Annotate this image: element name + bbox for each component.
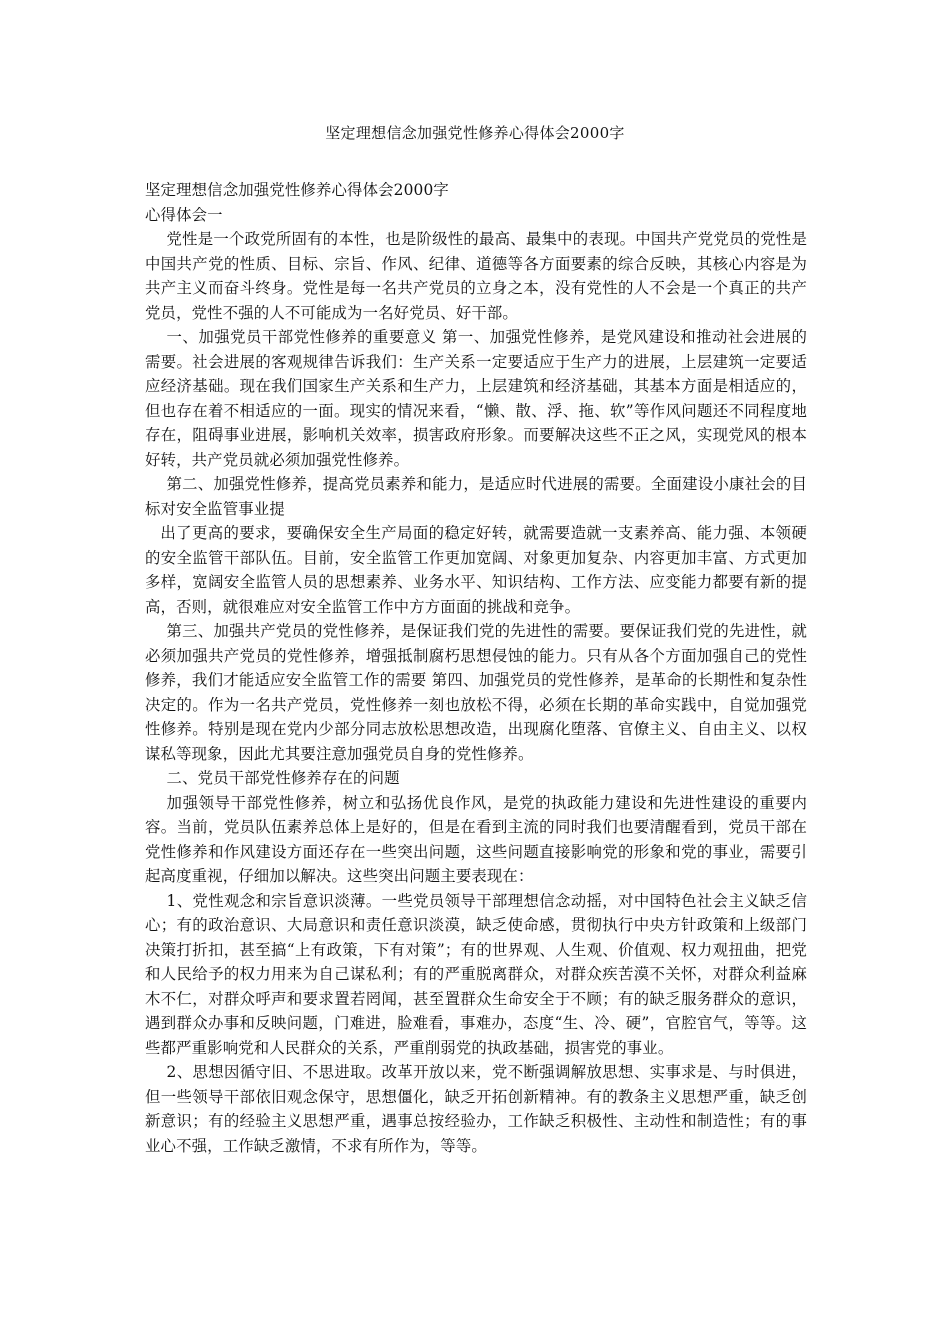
- document-title: 坚定理想信念加强党性修养心得体会2000字: [325, 124, 625, 142]
- paragraph: 党性是一个政党所固有的本性，也是阶级性的最高、最集中的表现。中国共产党党员的党性是中国共产党的性质、目标、宗旨、作风、纪律、道德等各方面要素的综合反映，其核心内容是为共产主义而奋斗终身。党性是每一名共产党员的立身之本，没有党性的人不会是一个真正的共产党员，党性不强的人不可能成为一名好党员、好干部。: [145, 230, 807, 322]
- paragraph: 一、加强党员干部党性修养的重要意义 第一、加强党性修养，是党风建设和推动社会进展的需要。社会进展的客观规律告诉我们：生产关系一定要适应于生产力的进展，上层建筑一定要适应经济基础。现在我们国家生产关系和生产力，上层建筑和经济基础，其基本方面是相适应的，但也存在着不相适应的一面。现实的情况来看，“懒、散、浮、拖、软”等作风问题还不同程度地存在，阻碍事业进展，影响机关效率，损害政府形象。而要解决这些不正之风，实现党风的根本好转，共产党员就必须加强党性修养。: [145, 328, 807, 469]
- paragraph: 出了更高的要求，要确保安全生产局面的稳定好转，就需要造就一支素养高、能力强、本领硬的安全监管干部队伍。目前，安全监管工作更加宽阔、对象更加复杂、内容更加丰富、方式更加多样，宽阔安全监管人员的思想素养、业务水平、知识结构、工作方法、应变能力都要有新的提高，否则，就很难应对安全监管工作中方方面面的挑战和竞争。: [145, 524, 807, 616]
- document-body: [145, 178, 807, 1158]
- paragraph: 第二、加强党性修养，提高党员素养和能力，是适应时代进展的需要。全面建设小康社会的目标对安全监管事业提: [145, 475, 807, 518]
- section-label: 心得体会一: [145, 205, 223, 224]
- document-subtitle: 坚定理想信念加强党性修养心得体会2000字: [145, 181, 449, 199]
- paragraph: 2、思想因循守旧、不思进取。改革开放以来，党不断强调解放思想、实事求是、与时俱进，但一些领导干部依旧观念保守，思想僵化，缺乏开拓创新精神。有的教条主义思想严重，缺乏创新意识；有的经验主义思想严重，遇事总按经验办，工作缺乏积极性、主动性和制造性；有的事业心不强，工作缺乏激情，不求有所作为，等等。: [145, 1063, 807, 1155]
- paragraph: 加强领导干部党性修养，树立和弘扬优良作风，是党的执政能力建设和先进性建设的重要内容。当前，党员队伍素养总体上是好的，但是在看到主流的同时我们也要清醒看到，党员干部在党性修养和作风建设方面还存在一些突出问题，这些问题直接影响党的形象和党的事业，需要引起高度重视，仔细加以解决。这些突出问题主要表现在：: [145, 793, 807, 885]
- paragraph: 第三、加强共产党员的党性修养，是保证我们党的先进性的需要。要保证我们党的先进性，就必须加强共产党员的党性修养，增强抵制腐朽思想侵蚀的能力。只有从各个方面加强自己的党性修养，我们才能适应安全监管工作的需要 第四、加强党员的党性修养，是革命的长期性和复杂性决定的。作为一名共产党员，党性修养一刻也放松不得，必须在长期的革命实践中，自觉加强党性修养。特别是现在党内少部分同志放松思想改造，出现腐化堕落、官僚主义、自由主义、以权谋私等现象，因此尤其要注意加强党员自身的党性修养。: [145, 622, 807, 763]
- section-heading: 二、党员干部党性修养存在的问题: [166, 769, 400, 787]
- paragraph: 1、党性观念和宗旨意识淡薄。一些党员领导干部理想信念动摇，对中国特色社会主义缺乏信心；有的政治意识、大局意识和责任意识淡漠，缺乏使命感，贯彻执行中央方针政策和上级部门决策打折扣，甚至搞“上有政策，下有对策”；有的世界观、人生观、价值观、权力观扭曲，把党和人民给予的权力用来为自己谋私利；有的严重脱离群众，对群众疾苦漠不关怀，对群众利益麻木不仁，对群众呼声和要求置若罔闻，甚至置群众生命安全于不顾；有的缺乏服务群众的意识，遇到群众办事和反映问题，门难进，脸难看，事难办，态度“生、冷、硬”，官腔官气，等等。这些都严重影响党和人民群众的关系，严重削弱党的执政基础，损害党的事业。: [145, 891, 807, 1057]
